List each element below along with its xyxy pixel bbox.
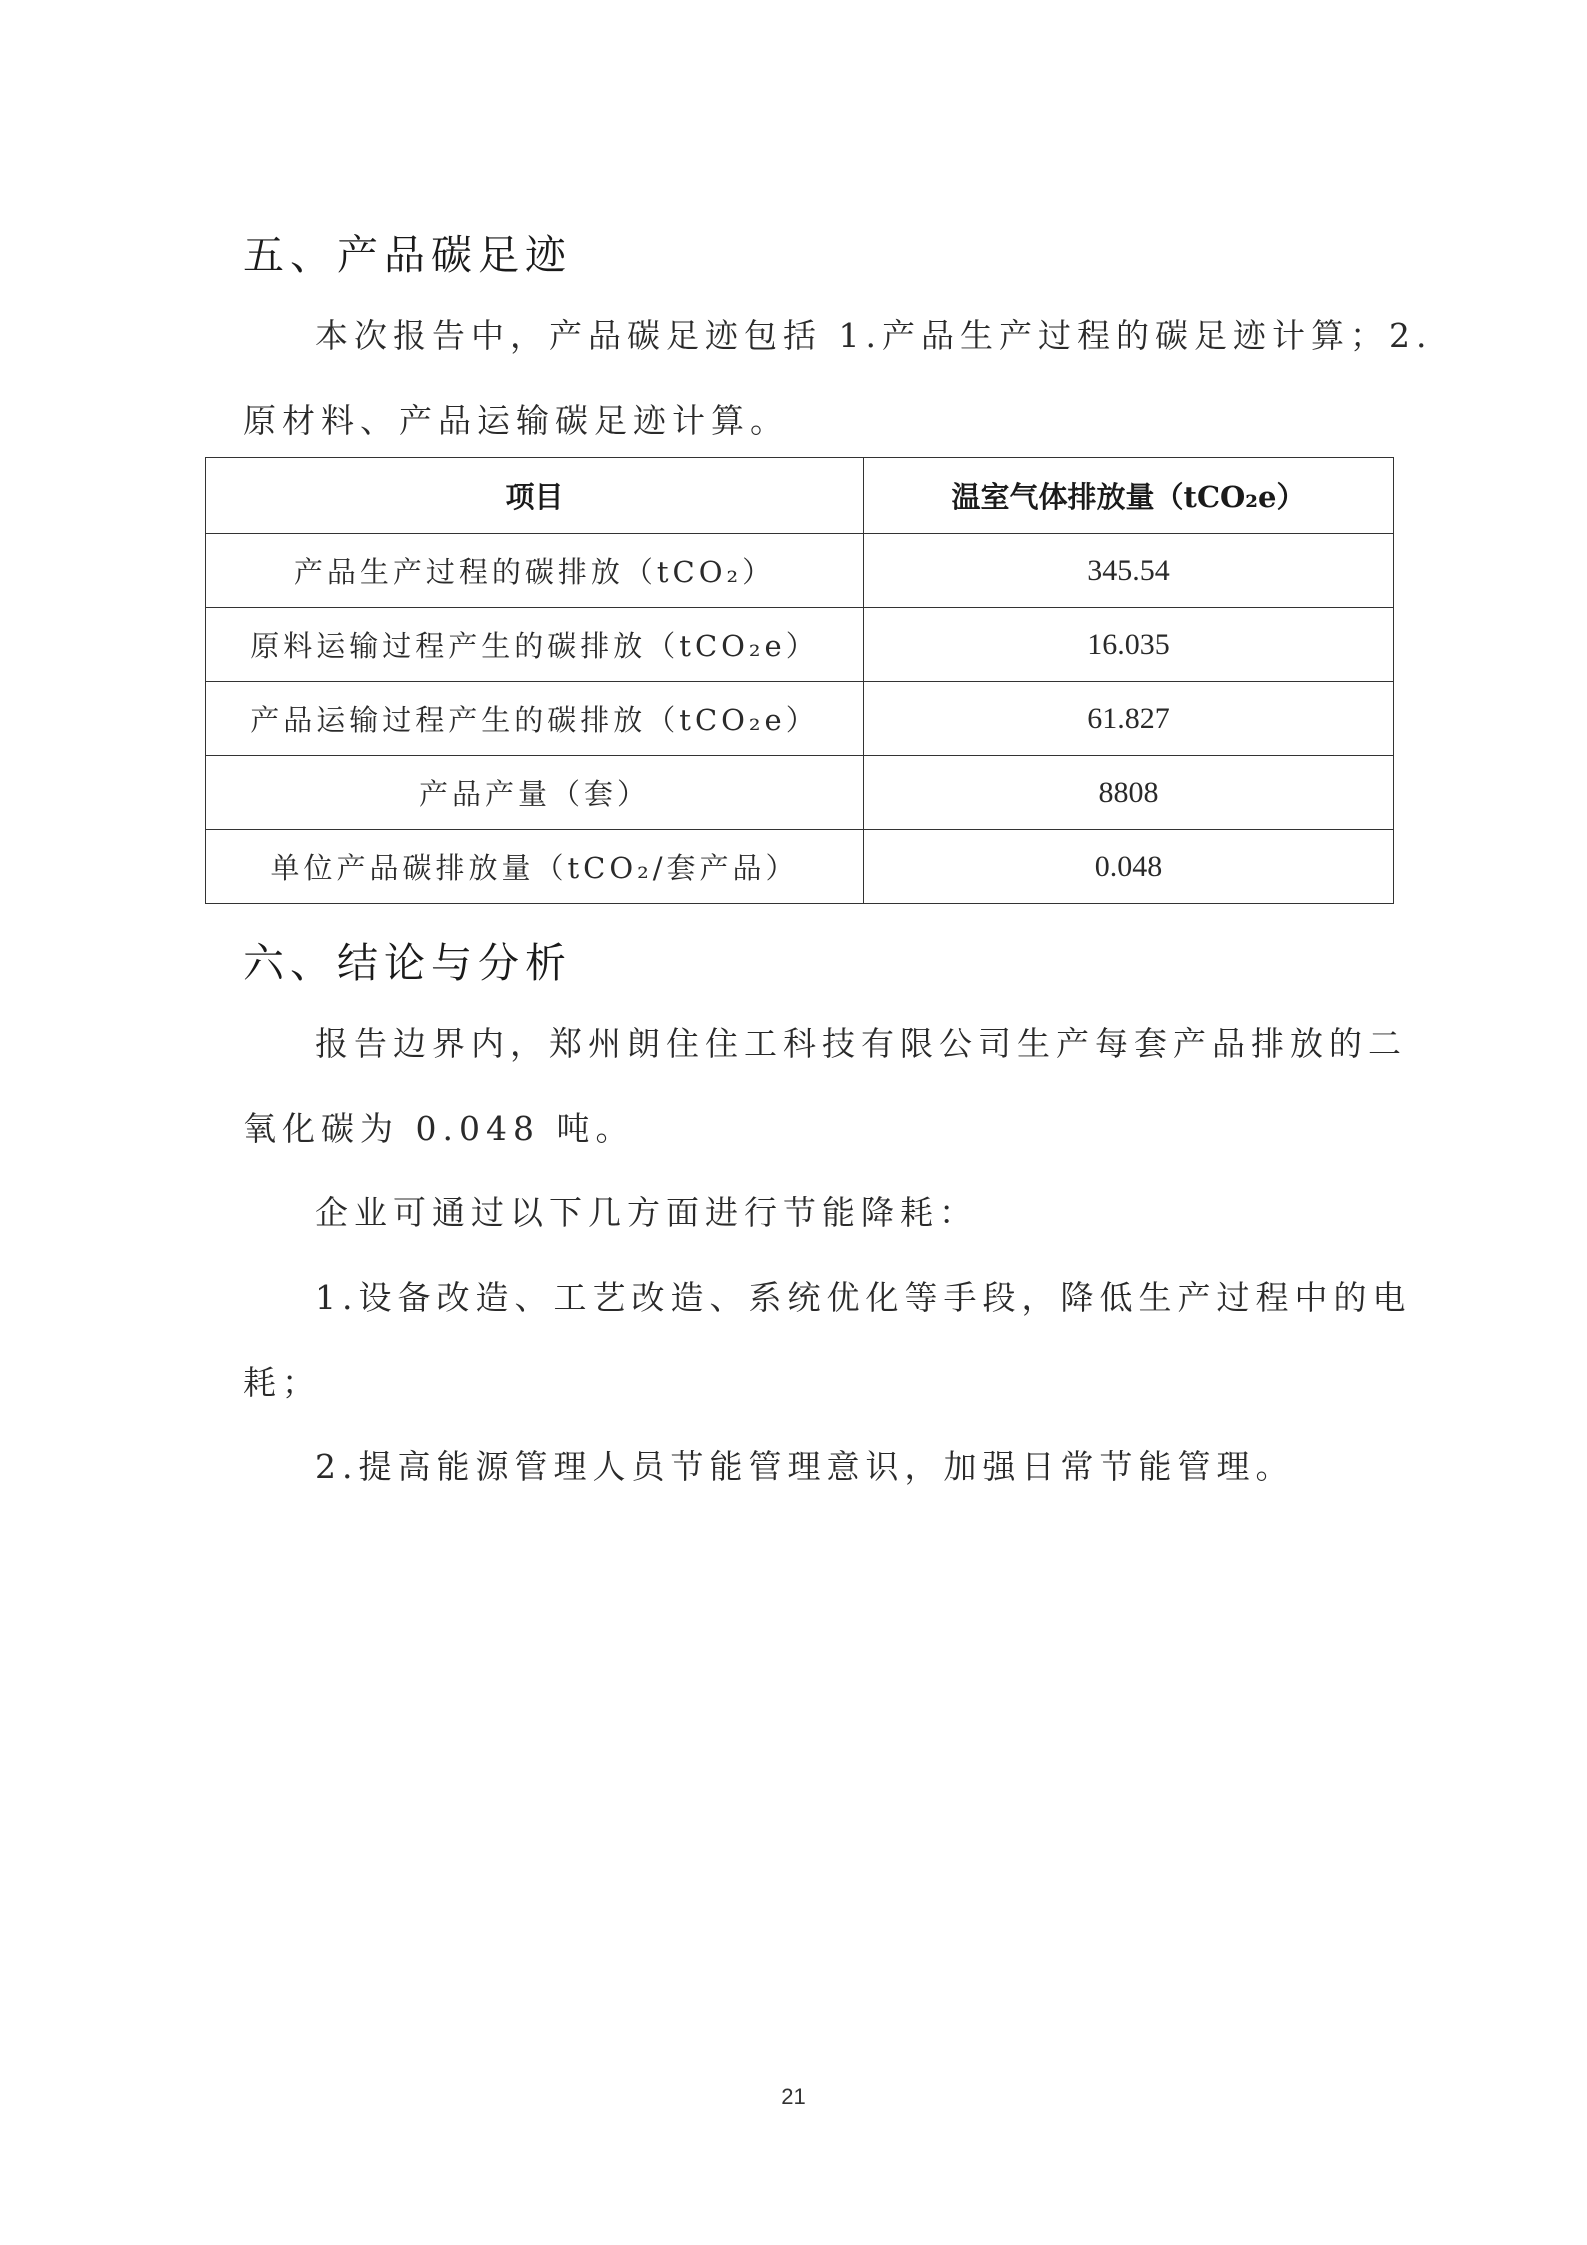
table-row	[206, 830, 1394, 904]
table-row	[206, 756, 1394, 830]
table-row	[206, 682, 1394, 756]
table-cell-label: 产品产量（套）	[206, 756, 864, 830]
table-cell-value: 345.54	[864, 534, 1394, 608]
table-row	[206, 608, 1394, 682]
table-cell-value: 0.048	[864, 830, 1394, 904]
section-6-p4: 2.提高能源管理人员节能管理意识，加强日常节能管理。	[315, 1447, 1295, 1486]
table-cell-label: 产品运输过程产生的碳排放（tCO₂e）	[206, 682, 864, 756]
carbon-footprint-table	[205, 457, 1394, 904]
table-cell-value: 8808	[864, 756, 1394, 830]
section-6-heading: 六、结论与分析	[243, 939, 572, 987]
table-cell-label: 单位产品碳排放量（tCO₂/套产品）	[206, 830, 864, 904]
table-cell-value: 61.827	[864, 682, 1394, 756]
table-header-value: 温室气体排放量（tCO₂e）	[864, 458, 1394, 534]
table-cell-value: 16.035	[864, 608, 1394, 682]
section-5-heading: 五、产品碳足迹	[243, 231, 572, 279]
table-cell-label: 原料运输过程产生的碳排放（tCO₂e）	[206, 608, 864, 682]
table-header-item: 项目	[206, 458, 864, 534]
table-cell-label: 产品生产过程的碳排放（tCO₂）	[206, 534, 864, 608]
section-6-p1-line-2: 氧化碳为 0.048 吨。	[243, 1109, 635, 1148]
section-5-paragraph-line-1: 本次报告中，产品碳足迹包括 1.产品生产过程的碳足迹计算；2.	[315, 316, 1433, 355]
section-6-p3-line-1: 1.设备改造、工艺改造、系统优化等手段，降低生产过程中的电	[315, 1278, 1412, 1317]
page-number: 21	[781, 2084, 806, 2109]
section-6-p1-line-1: 报告边界内，郑州朗住住工科技有限公司生产每套产品排放的二	[315, 1024, 1407, 1063]
section-5-paragraph-line-2: 原材料、产品运输碳足迹计算。	[243, 401, 789, 440]
table-row	[206, 534, 1394, 608]
table-header-row	[206, 458, 1394, 534]
section-6-p2: 企业可通过以下几方面进行节能降耗：	[315, 1193, 978, 1232]
section-6-p3-line-2: 耗；	[243, 1363, 321, 1402]
